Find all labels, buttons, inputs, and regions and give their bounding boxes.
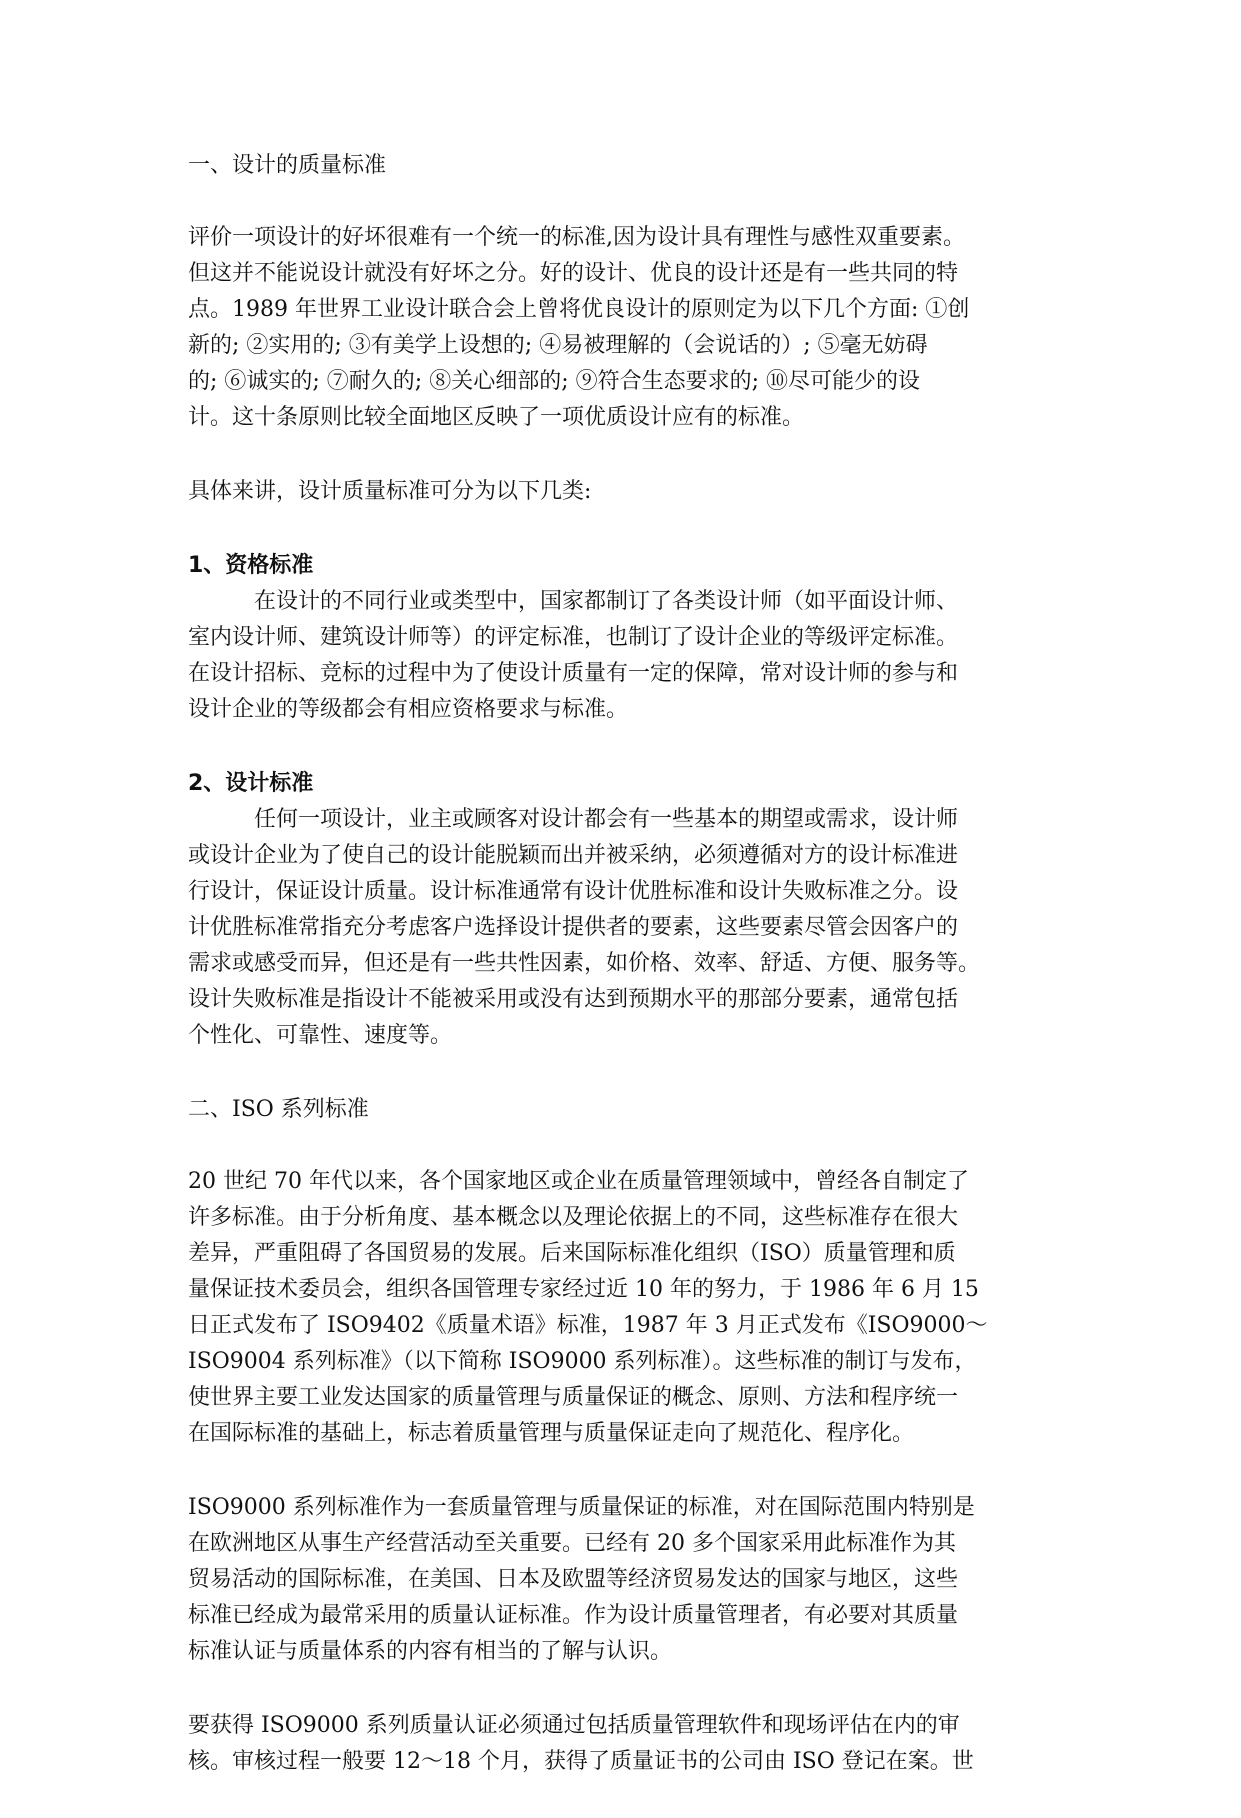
- text-line: 标准认证与质量体系的内容有相当的了解与认识。: [188, 1639, 673, 1664]
- text-line: 的; ⑥诚实的; ⑦耐久的; ⑧关心细部的; ⑨符合生态要求的; ⑩尽可能少的设: [188, 369, 921, 394]
- text-line: 设计企业的等级都会有相应资格要求与标准。: [188, 697, 629, 722]
- text-line: 20 世纪 70 年代以来，各个国家地区或企业在质量管理领域中，曾经各自制定了: [188, 1169, 969, 1194]
- text-line: ISO9004 系列标准》（以下简称 ISO9000 系列标准）。这些标准的制订与发布，: [188, 1349, 977, 1374]
- text-line: 在设计的不同行业或类型中，国家都制订了各类设计师（如平面设计师、: [254, 589, 959, 614]
- text-line: 贸易活动的国际标准，在美国、日本及欧盟等经济贸易发达的国家与地区，这些: [188, 1567, 959, 1592]
- subheading-qualification-standard: 1、资格标准: [188, 553, 314, 578]
- subheading-design-standard: 2、设计标准: [188, 771, 314, 796]
- text-line: 个性化、可靠性、速度等。: [188, 1023, 453, 1048]
- text-line: 量保证技术委员会，组织各国管理专家经过近 10 年的努力，于 1986 年 6 月 15: [188, 1277, 979, 1302]
- document-body: [188, 148, 1060, 1818]
- section-heading-quality-standards: 一、设计的质量标准: [188, 153, 387, 178]
- text-line: 使世界主要工业发达国家的质量管理与质量保证的概念、原则、方法和程序统一: [188, 1385, 959, 1410]
- text-line: 许多标准。由于分析角度、基本概念以及理论依据上的不同，这些标准存在很大: [188, 1205, 959, 1230]
- text-line: 差异，严重阻碍了各国贸易的发展。后来国际标准化组织（ISO）质量管理和质: [188, 1241, 956, 1266]
- text-line: 日正式发布了 ISO9402《质量术语》标准，1987 年 3 月正式发布《ISO9000～: [188, 1313, 988, 1338]
- text-line: ISO9000 系列标准作为一套质量管理与质量保证的标准，对在国际范围内特别是: [188, 1495, 975, 1520]
- iso-certification-paragraph: [188, 1708, 1060, 1780]
- text-line: 设计失败标准是指设计不能被采用或没有达到预期水平的那部分要素，通常包括: [188, 987, 959, 1012]
- qualification-standard-paragraph: [188, 584, 1060, 728]
- text-line: 在国际标准的基础上，标志着质量管理与质量保证走向了规范化、程序化。: [188, 1421, 915, 1446]
- section-heading-iso-series: 二、ISO 系列标准: [188, 1097, 369, 1122]
- text-line: 在设计招标、竞标的过程中为了使设计质量有一定的保障，常对设计师的参与和: [188, 661, 959, 686]
- text-line: 标准已经成为最常采用的质量认证标准。作为设计质量管理者，有必要对其质量: [188, 1603, 959, 1628]
- text-line: 计。这十条原则比较全面地区反映了一项优质设计应有的标准。: [188, 405, 805, 430]
- iso-history-paragraph: [188, 1164, 1060, 1452]
- text-line: 核。审核过程一般要 12～18 个月，获得了质量证书的公司由 ISO 登记在案。世: [188, 1749, 974, 1774]
- design-standard-paragraph: [188, 802, 1060, 1054]
- text-line: 或设计企业为了使自己的设计能脱颖而出并被采纳，必须遵循对方的设计标准进: [188, 843, 959, 868]
- iso-importance-paragraph: [188, 1490, 1060, 1670]
- text-line: 点。1989 年世界工业设计联合会上曾将优良设计的原则定为以下几个方面: ①创: [188, 297, 970, 322]
- text-line: 评价一项设计的好坏很难有一个统一的标准,因为设计具有理性与感性双重要素。: [188, 225, 965, 250]
- text-line: 行设计，保证设计质量。设计标准通常有设计优胜标准和设计失败标准之分。设: [188, 879, 959, 904]
- text-line: 在欧洲地区从事生产经营活动至关重要。已经有 20 多个国家采用此标准作为其: [188, 1531, 956, 1556]
- text-line: 新的; ②实用的; ③有美学上设想的; ④易被理解的（会说话的）; ⑤毫无妨碍: [188, 333, 928, 358]
- intro-paragraph: [188, 220, 1060, 436]
- text-line: 需求或感受而异，但还是有一些共性因素，如价格、效率、舒适、方便、服务等。: [188, 951, 981, 976]
- categories-intro: 具体来讲，设计质量标准可分为以下几类:: [188, 479, 592, 504]
- text-line: 室内设计师、建筑设计师等）的评定标准，也制订了设计企业的等级评定标准。: [188, 625, 959, 650]
- text-line: 任何一项设计，业主或顾客对设计都会有一些基本的期望或需求，设计师: [254, 807, 959, 832]
- text-line: 计优胜标准常指充分考虑客户选择设计提供者的要素，这些要素尽管会因客户的: [188, 915, 959, 940]
- text-line: 但这并不能说设计就没有好坏之分。好的设计、优良的设计还是有一些共同的特: [188, 261, 959, 286]
- text-line: 要获得 ISO9000 系列质量认证必须通过包括质量管理软件和现场评估在内的审: [188, 1713, 960, 1738]
